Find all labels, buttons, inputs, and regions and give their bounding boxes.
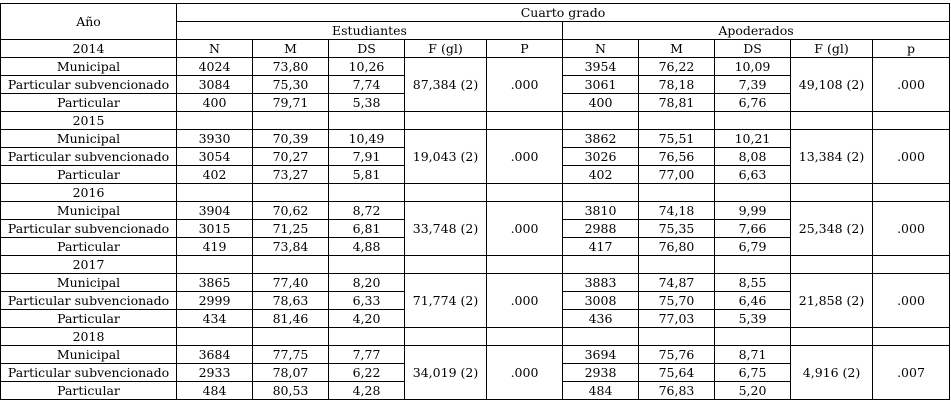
empty-cell [791, 184, 873, 202]
guardians-sd: 9,99 [715, 202, 791, 220]
students-n: 4024 [177, 58, 253, 76]
empty-cell [177, 184, 253, 202]
column-header: p [873, 40, 950, 58]
students-sd: 6,81 [329, 220, 405, 238]
empty-cell [715, 184, 791, 202]
guardians-p: .000 [873, 274, 950, 328]
empty-cell [639, 328, 715, 346]
students-sd: 6,33 [329, 292, 405, 310]
empty-cell [563, 328, 639, 346]
guardians-mean: 76,83 [639, 382, 715, 400]
guardians-mean: 75,51 [639, 130, 715, 148]
school-type: Particular [1, 94, 177, 112]
guardians-p: .000 [873, 202, 950, 256]
table-row [1, 202, 950, 220]
students-f: 34,019 (2) [405, 346, 487, 400]
empty-cell [177, 328, 253, 346]
guardians-n: 400 [563, 94, 639, 112]
guardians-mean: 74,87 [639, 274, 715, 292]
students-f: 87,384 (2) [405, 58, 487, 112]
students-sd: 7,77 [329, 346, 405, 364]
students-mean: 73,27 [253, 166, 329, 184]
students-sd: 4,20 [329, 310, 405, 328]
year-row [1, 328, 950, 346]
guardians-sd: 7,39 [715, 76, 791, 94]
empty-cell [487, 328, 563, 346]
guardians-n: 436 [563, 310, 639, 328]
empty-cell [329, 328, 405, 346]
guardians-f: 13,384 (2) [791, 130, 873, 184]
empty-cell [791, 328, 873, 346]
students-n: 3084 [177, 76, 253, 94]
guardians-sd: 10,09 [715, 58, 791, 76]
guardians-mean: 75,70 [639, 292, 715, 310]
guardians-mean: 75,35 [639, 220, 715, 238]
column-header: F (gl) [405, 40, 487, 58]
guardians-mean: 76,56 [639, 148, 715, 166]
guardians-f: 21,858 (2) [791, 274, 873, 328]
guardians-n: 3694 [563, 346, 639, 364]
students-sd: 10,49 [329, 130, 405, 148]
year-label: 2014 [1, 40, 177, 58]
empty-cell [639, 184, 715, 202]
students-mean: 75,30 [253, 76, 329, 94]
empty-cell [329, 184, 405, 202]
students-mean: 79,71 [253, 94, 329, 112]
year-header: Año [1, 4, 177, 40]
guardians-sd: 8,08 [715, 148, 791, 166]
students-mean: 71,25 [253, 220, 329, 238]
empty-cell [329, 256, 405, 274]
empty-cell [253, 184, 329, 202]
empty-cell [487, 256, 563, 274]
students-n: 2933 [177, 364, 253, 382]
students-sd: 4,88 [329, 238, 405, 256]
students-sd: 10,26 [329, 58, 405, 76]
column-header: M [639, 40, 715, 58]
empty-cell [873, 328, 950, 346]
students-sd: 4,28 [329, 382, 405, 400]
guardians-sd: 8,71 [715, 346, 791, 364]
empty-cell [405, 184, 487, 202]
guardians-sd: 6,76 [715, 94, 791, 112]
table-row [1, 130, 950, 148]
guardians-n: 3061 [563, 76, 639, 94]
empty-cell [487, 112, 563, 130]
empty-cell [405, 256, 487, 274]
guardians-f: 49,108 (2) [791, 58, 873, 112]
students-n: 419 [177, 238, 253, 256]
empty-cell [563, 112, 639, 130]
empty-cell [639, 112, 715, 130]
students-n: 2999 [177, 292, 253, 310]
students-sd: 8,20 [329, 274, 405, 292]
students-n: 484 [177, 382, 253, 400]
guardians-mean: 78,81 [639, 94, 715, 112]
guardians-sd: 5,39 [715, 310, 791, 328]
results-table [0, 3, 950, 400]
table-row [1, 58, 950, 76]
column-header: M [253, 40, 329, 58]
students-mean: 78,63 [253, 292, 329, 310]
table-row [1, 274, 950, 292]
students-mean: 77,75 [253, 346, 329, 364]
year-label: 2017 [1, 256, 177, 274]
students-p: .000 [487, 58, 563, 112]
empty-cell [405, 112, 487, 130]
guardians-header: Apoderados [563, 22, 950, 40]
empty-cell [563, 184, 639, 202]
column-header: N [563, 40, 639, 58]
school-type: Particular subvencionado [1, 292, 177, 310]
empty-cell [487, 184, 563, 202]
students-mean: 77,40 [253, 274, 329, 292]
guardians-mean: 74,18 [639, 202, 715, 220]
guardians-sd: 6,46 [715, 292, 791, 310]
guardians-sd: 5,20 [715, 382, 791, 400]
guardians-n: 484 [563, 382, 639, 400]
school-type: Municipal [1, 202, 177, 220]
column-header: DS [329, 40, 405, 58]
students-sd: 7,91 [329, 148, 405, 166]
guardians-sd: 7,66 [715, 220, 791, 238]
year-label: 2018 [1, 328, 177, 346]
guardians-mean: 77,00 [639, 166, 715, 184]
students-mean: 73,80 [253, 58, 329, 76]
students-f: 71,774 (2) [405, 274, 487, 328]
school-type: Municipal [1, 58, 177, 76]
guardians-sd: 6,79 [715, 238, 791, 256]
empty-cell [873, 112, 950, 130]
year-row [1, 40, 950, 58]
empty-cell [177, 112, 253, 130]
empty-cell [791, 112, 873, 130]
students-n: 3904 [177, 202, 253, 220]
guardians-n: 3954 [563, 58, 639, 76]
guardians-n: 2938 [563, 364, 639, 382]
students-p: .000 [487, 130, 563, 184]
guardians-sd: 6,63 [715, 166, 791, 184]
students-n: 3865 [177, 274, 253, 292]
guardians-mean: 75,64 [639, 364, 715, 382]
column-header: N [177, 40, 253, 58]
column-header: F (gl) [791, 40, 873, 58]
students-n: 402 [177, 166, 253, 184]
empty-cell [253, 256, 329, 274]
empty-cell [715, 328, 791, 346]
students-mean: 81,46 [253, 310, 329, 328]
guardians-n: 402 [563, 166, 639, 184]
students-sd: 5,38 [329, 94, 405, 112]
guardians-n: 3862 [563, 130, 639, 148]
column-header: DS [715, 40, 791, 58]
students-n: 3684 [177, 346, 253, 364]
empty-cell [177, 256, 253, 274]
guardians-mean: 78,18 [639, 76, 715, 94]
school-type: Particular [1, 166, 177, 184]
empty-cell [715, 256, 791, 274]
empty-cell [253, 112, 329, 130]
empty-cell [639, 256, 715, 274]
students-n: 434 [177, 310, 253, 328]
students-f: 19,043 (2) [405, 130, 487, 184]
students-p: .000 [487, 274, 563, 328]
column-header: P [487, 40, 563, 58]
guardians-n: 417 [563, 238, 639, 256]
school-type: Municipal [1, 274, 177, 292]
students-sd: 8,72 [329, 202, 405, 220]
guardians-n: 3810 [563, 202, 639, 220]
year-label: 2015 [1, 112, 177, 130]
guardians-mean: 76,80 [639, 238, 715, 256]
guardians-p: .000 [873, 130, 950, 184]
table-row [1, 346, 950, 364]
students-sd: 6,22 [329, 364, 405, 382]
empty-cell [329, 112, 405, 130]
school-type: Particular subvencionado [1, 364, 177, 382]
students-mean: 70,27 [253, 148, 329, 166]
school-type: Particular subvencionado [1, 220, 177, 238]
year-row [1, 184, 950, 202]
students-sd: 5,81 [329, 166, 405, 184]
guardians-f: 4,916 (2) [791, 346, 873, 400]
guardians-sd: 10,21 [715, 130, 791, 148]
header-row-grade [1, 4, 950, 22]
school-type: Municipal [1, 130, 177, 148]
students-mean: 80,53 [253, 382, 329, 400]
students-n: 3930 [177, 130, 253, 148]
year-row [1, 112, 950, 130]
table-body [1, 4, 950, 400]
students-mean: 70,39 [253, 130, 329, 148]
school-type: Municipal [1, 346, 177, 364]
guardians-n: 2988 [563, 220, 639, 238]
empty-cell [873, 256, 950, 274]
guardians-mean: 75,76 [639, 346, 715, 364]
students-p: .000 [487, 346, 563, 400]
empty-cell [563, 256, 639, 274]
empty-cell [873, 184, 950, 202]
students-n: 3015 [177, 220, 253, 238]
students-p: .000 [487, 202, 563, 256]
guardians-p: .000 [873, 58, 950, 112]
empty-cell [715, 112, 791, 130]
students-f: 33,748 (2) [405, 202, 487, 256]
guardians-sd: 8,55 [715, 274, 791, 292]
school-type: Particular subvencionado [1, 148, 177, 166]
empty-cell [791, 256, 873, 274]
students-n: 400 [177, 94, 253, 112]
grade-header: Cuarto grado [177, 4, 950, 22]
guardians-p: .007 [873, 346, 950, 400]
guardians-n: 3883 [563, 274, 639, 292]
guardians-f: 25,348 (2) [791, 202, 873, 256]
school-type: Particular [1, 382, 177, 400]
year-label: 2016 [1, 184, 177, 202]
guardians-sd: 6,75 [715, 364, 791, 382]
guardians-mean: 77,03 [639, 310, 715, 328]
school-type: Particular subvencionado [1, 76, 177, 94]
guardians-mean: 76,22 [639, 58, 715, 76]
students-mean: 78,07 [253, 364, 329, 382]
empty-cell [253, 328, 329, 346]
guardians-n: 3008 [563, 292, 639, 310]
guardians-n: 3026 [563, 148, 639, 166]
students-header: Estudiantes [177, 22, 563, 40]
school-type: Particular [1, 238, 177, 256]
school-type: Particular [1, 310, 177, 328]
students-sd: 7,74 [329, 76, 405, 94]
year-row [1, 256, 950, 274]
students-mean: 73,84 [253, 238, 329, 256]
empty-cell [405, 328, 487, 346]
students-n: 3054 [177, 148, 253, 166]
students-mean: 70,62 [253, 202, 329, 220]
